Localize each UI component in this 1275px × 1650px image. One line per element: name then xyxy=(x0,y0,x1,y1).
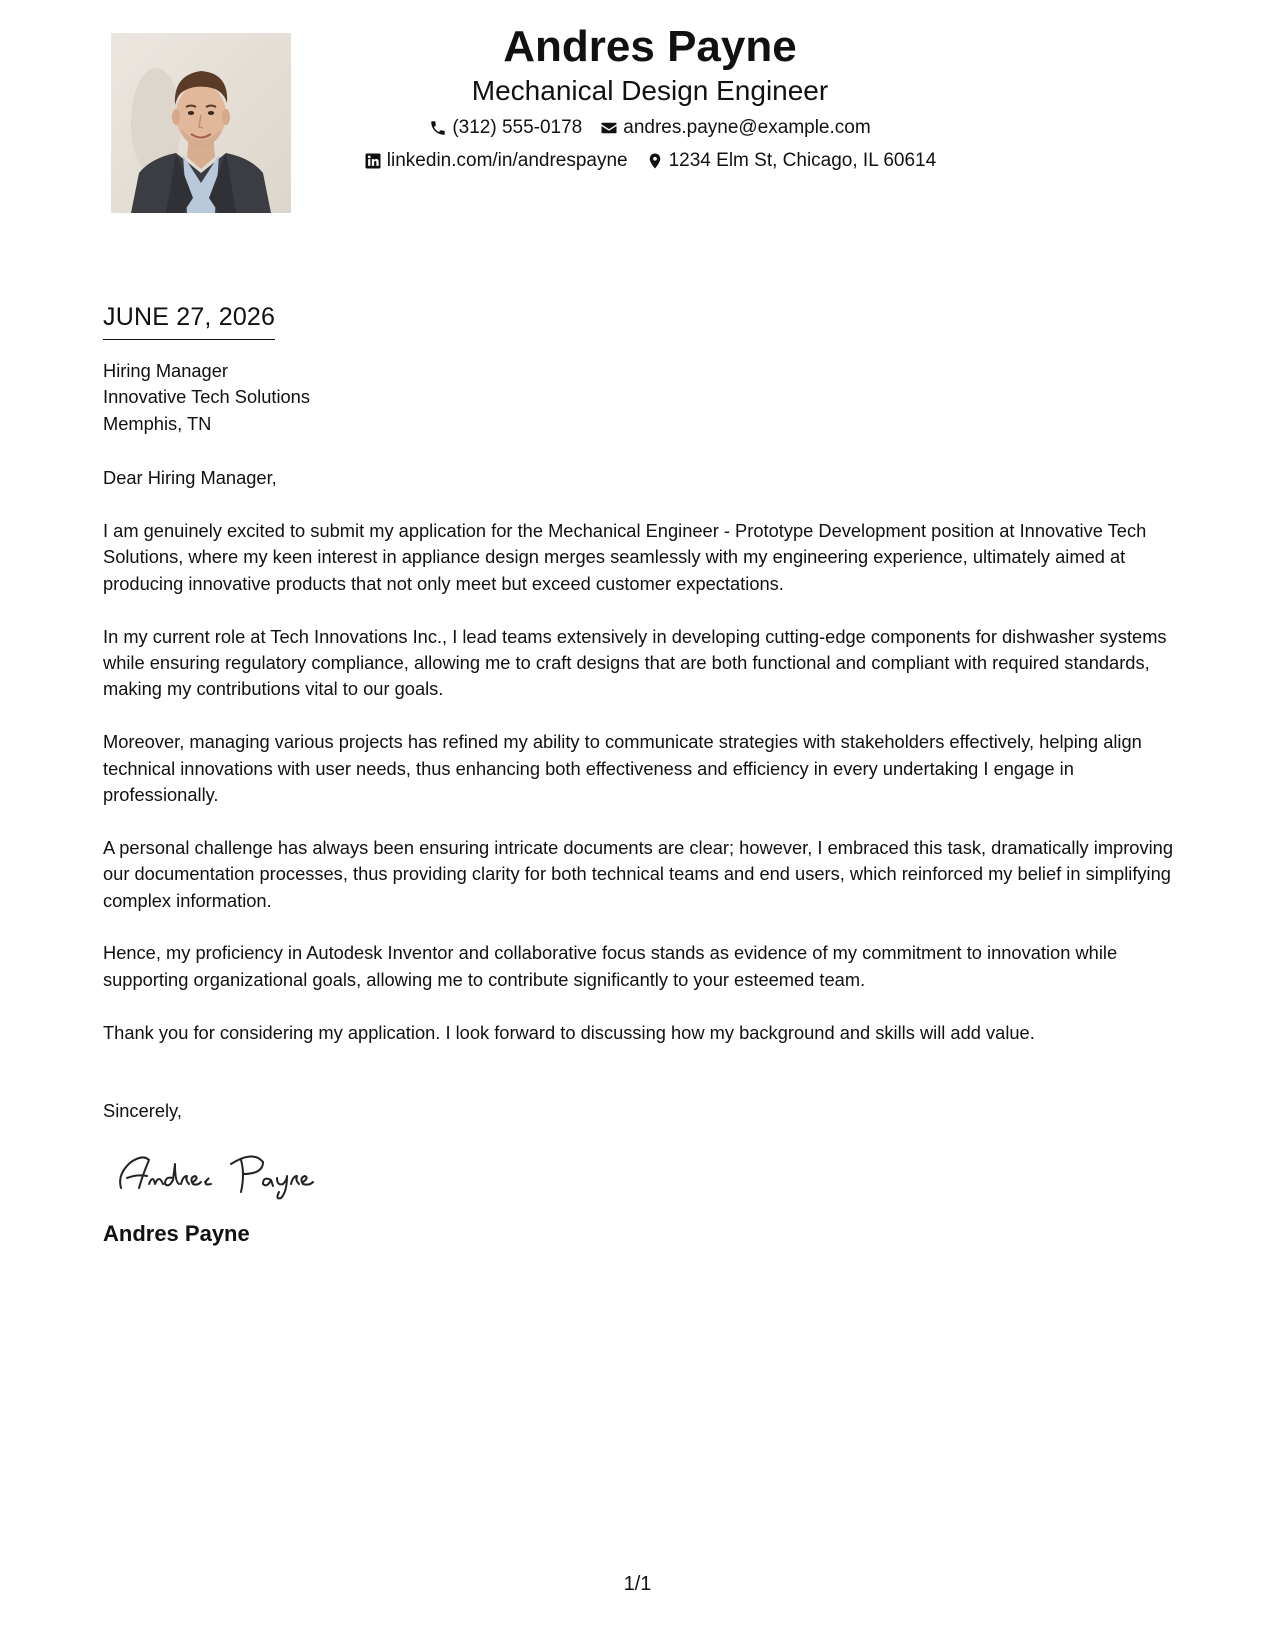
contact-address xyxy=(646,150,937,172)
contact-email xyxy=(600,117,870,139)
street-address: 1234 Elm St, Chicago, IL 60614 xyxy=(668,150,937,171)
body-paragraph: Thank you for considering my application. I look forward to discussing how my background and skills will add value. xyxy=(103,1021,1035,1043)
body-paragraph: Hence, my proficiency in Autodesk Inventor and collaborative focus stands as evidence of my commitment to innovation while supporting organizational goals, allowing me to contribute significantly to your esteemed team. xyxy=(103,942,1118,990)
email-address: andres.payne@example.com xyxy=(623,117,871,138)
recipient-company: Innovative Tech Solutions xyxy=(103,386,310,408)
contact-linkedin xyxy=(364,150,628,172)
applicant-name: Andres Payne xyxy=(503,22,797,71)
salutation: Dear Hiring Manager, xyxy=(103,467,277,489)
body-paragraph: A personal challenge has always been ensuring intricate documents are clear; however, I embraced this task, dramatically improving our documentation processes, thus providing clarity for both technical teams and end users, which reinforced my belief in simplifying complex information. xyxy=(103,836,1174,911)
contact-row-primary xyxy=(300,117,1000,139)
body-paragraph: I am genuinely excited to submit my application for the Mechanical Engineer - Prototype Development position at Innovative Tech Solutions, where my keen interest in appliance design merges seamlessly with my engineering experience, ultimately aimed at producing innovative products that not only meet but exceed customer expectations. xyxy=(103,520,1147,594)
recipient-line: Hiring Manager xyxy=(103,360,228,381)
linkedin-icon xyxy=(364,152,382,170)
phone-number: (312) 555-0178 xyxy=(452,117,583,138)
letter-header xyxy=(300,20,1000,172)
closing: Sincerely, xyxy=(103,1100,182,1122)
profile-photo xyxy=(111,33,291,213)
recipient-location: Memphis, TN xyxy=(103,412,212,434)
body-paragraph: Moreover, managing various projects has refined my ability to communicate strategies with stakeholders effectively, helping align technical innovations with user needs, thus enhancing both effectiveness and efficiency in every undertaking I engage in professionally. xyxy=(103,731,1142,806)
envelope-icon xyxy=(600,119,618,137)
map-pin-icon xyxy=(646,152,664,170)
body-paragraph: In my current role at Tech Innovations Inc., I lead teams extensively in developing cutting-edge components for dishwasher systems while ensuring regulatory compliance, allowing me to craft designs that are both functional and compliant with required standards, making my contributions vital to our goals. xyxy=(103,625,1167,700)
applicant-job-title: Mechanical Design Engineer xyxy=(471,75,829,106)
linkedin-url: linkedin.com/in/andrespayne xyxy=(386,150,628,171)
handwritten-signature xyxy=(113,1144,363,1204)
phone-icon xyxy=(429,119,447,137)
recipient-block xyxy=(103,358,1183,437)
letter-body xyxy=(103,300,1183,1248)
signer-name: Andres Payne xyxy=(103,1221,250,1247)
letter-date: JUNE 27, 2026 xyxy=(103,300,275,340)
page-number: 1/1 xyxy=(623,1573,652,1595)
contact-phone xyxy=(429,117,582,139)
contact-row-secondary xyxy=(300,150,1000,172)
